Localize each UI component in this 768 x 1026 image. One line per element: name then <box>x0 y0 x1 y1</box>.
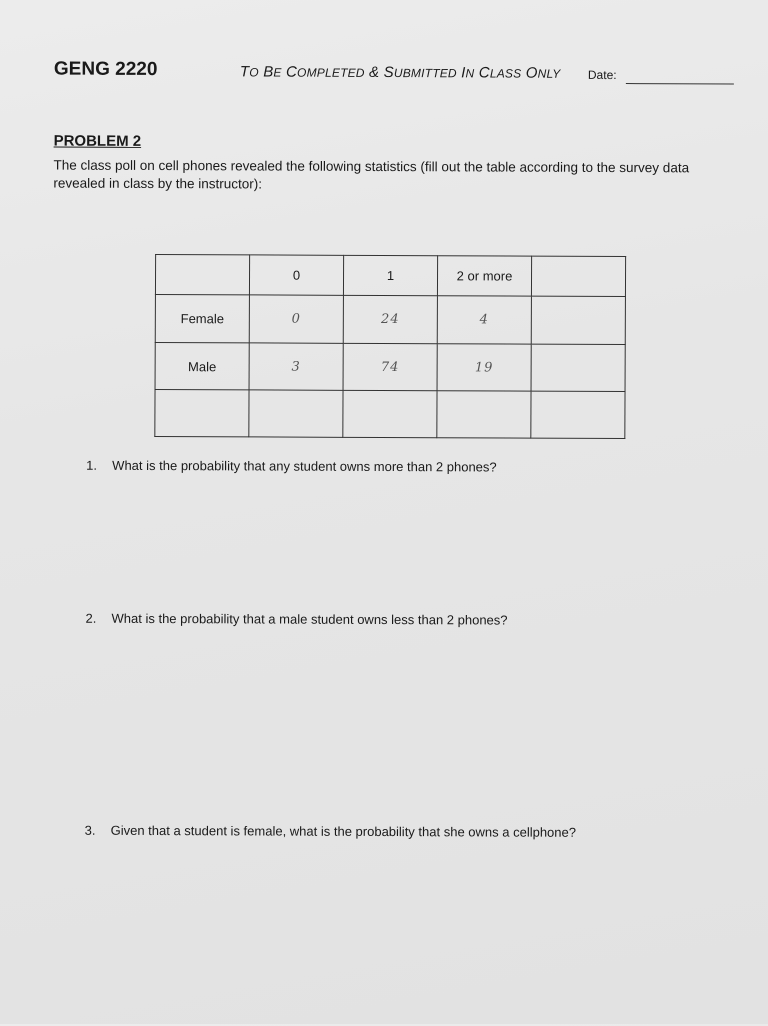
banner-word: BE <box>263 63 282 81</box>
date-label: Date: <box>587 67 617 83</box>
row-label: Female <box>155 295 249 343</box>
banner-word: TO <box>239 63 259 81</box>
question-number: 2. <box>85 610 97 626</box>
handwritten-cell: 74 <box>343 343 437 390</box>
table-row <box>155 343 625 392</box>
question-text: Given that a student is female, what is the probability that she owns a cellphone? <box>110 822 577 840</box>
question-text: What is the probability that any student owns more than 2 phones? <box>112 457 497 475</box>
date-blank-line[interactable] <box>626 83 734 84</box>
banner-word: COMPLETED <box>285 63 365 81</box>
handwritten-cell: 0 <box>249 295 343 343</box>
table-header-cell: 1 <box>343 255 437 295</box>
table-cell <box>343 390 437 437</box>
handwritten-cell: 19 <box>437 344 531 391</box>
banner-word: & <box>369 63 380 81</box>
handwritten-cell: 4 <box>437 296 531 344</box>
problem-heading: PROBLEM 2 <box>53 132 142 150</box>
table-row <box>155 389 625 438</box>
table-header-cell: 0 <box>249 255 343 295</box>
question-1 <box>86 458 497 475</box>
question-text: What is the probability that a male student owns less than 2 phones? <box>111 610 508 628</box>
table-cell <box>437 391 531 438</box>
question-number: 1. <box>86 457 98 473</box>
handwritten-cell: 3 <box>249 343 343 390</box>
banner-word: SUBMITTED <box>383 63 457 82</box>
table-cell <box>531 344 625 391</box>
question-2 <box>86 611 508 628</box>
banner-word: CLASS <box>478 64 522 82</box>
poll-table <box>154 254 626 439</box>
row-label: Male <box>155 343 249 390</box>
table-row <box>155 295 625 345</box>
problem-intro: The class poll on cell phones revealed the following statistics (fill out the table according to the survey data revealed in class by the instructor): <box>53 157 690 192</box>
row-label <box>155 389 249 436</box>
table-header-cell <box>155 255 249 295</box>
table-header-cell <box>531 256 625 296</box>
course-code: GENG 2220 <box>53 58 158 81</box>
table-cell <box>531 296 625 344</box>
question-number: 3. <box>84 822 96 838</box>
table-cell <box>531 391 625 438</box>
banner-word: IN <box>461 64 475 82</box>
question-3 <box>85 823 576 840</box>
table-header-cell: 2 or more <box>437 256 531 296</box>
submission-banner <box>240 63 561 81</box>
table-cell <box>249 390 343 437</box>
table-header-row <box>155 255 625 297</box>
handwritten-cell: 24 <box>343 295 437 343</box>
banner-word: ONLY <box>525 64 561 82</box>
